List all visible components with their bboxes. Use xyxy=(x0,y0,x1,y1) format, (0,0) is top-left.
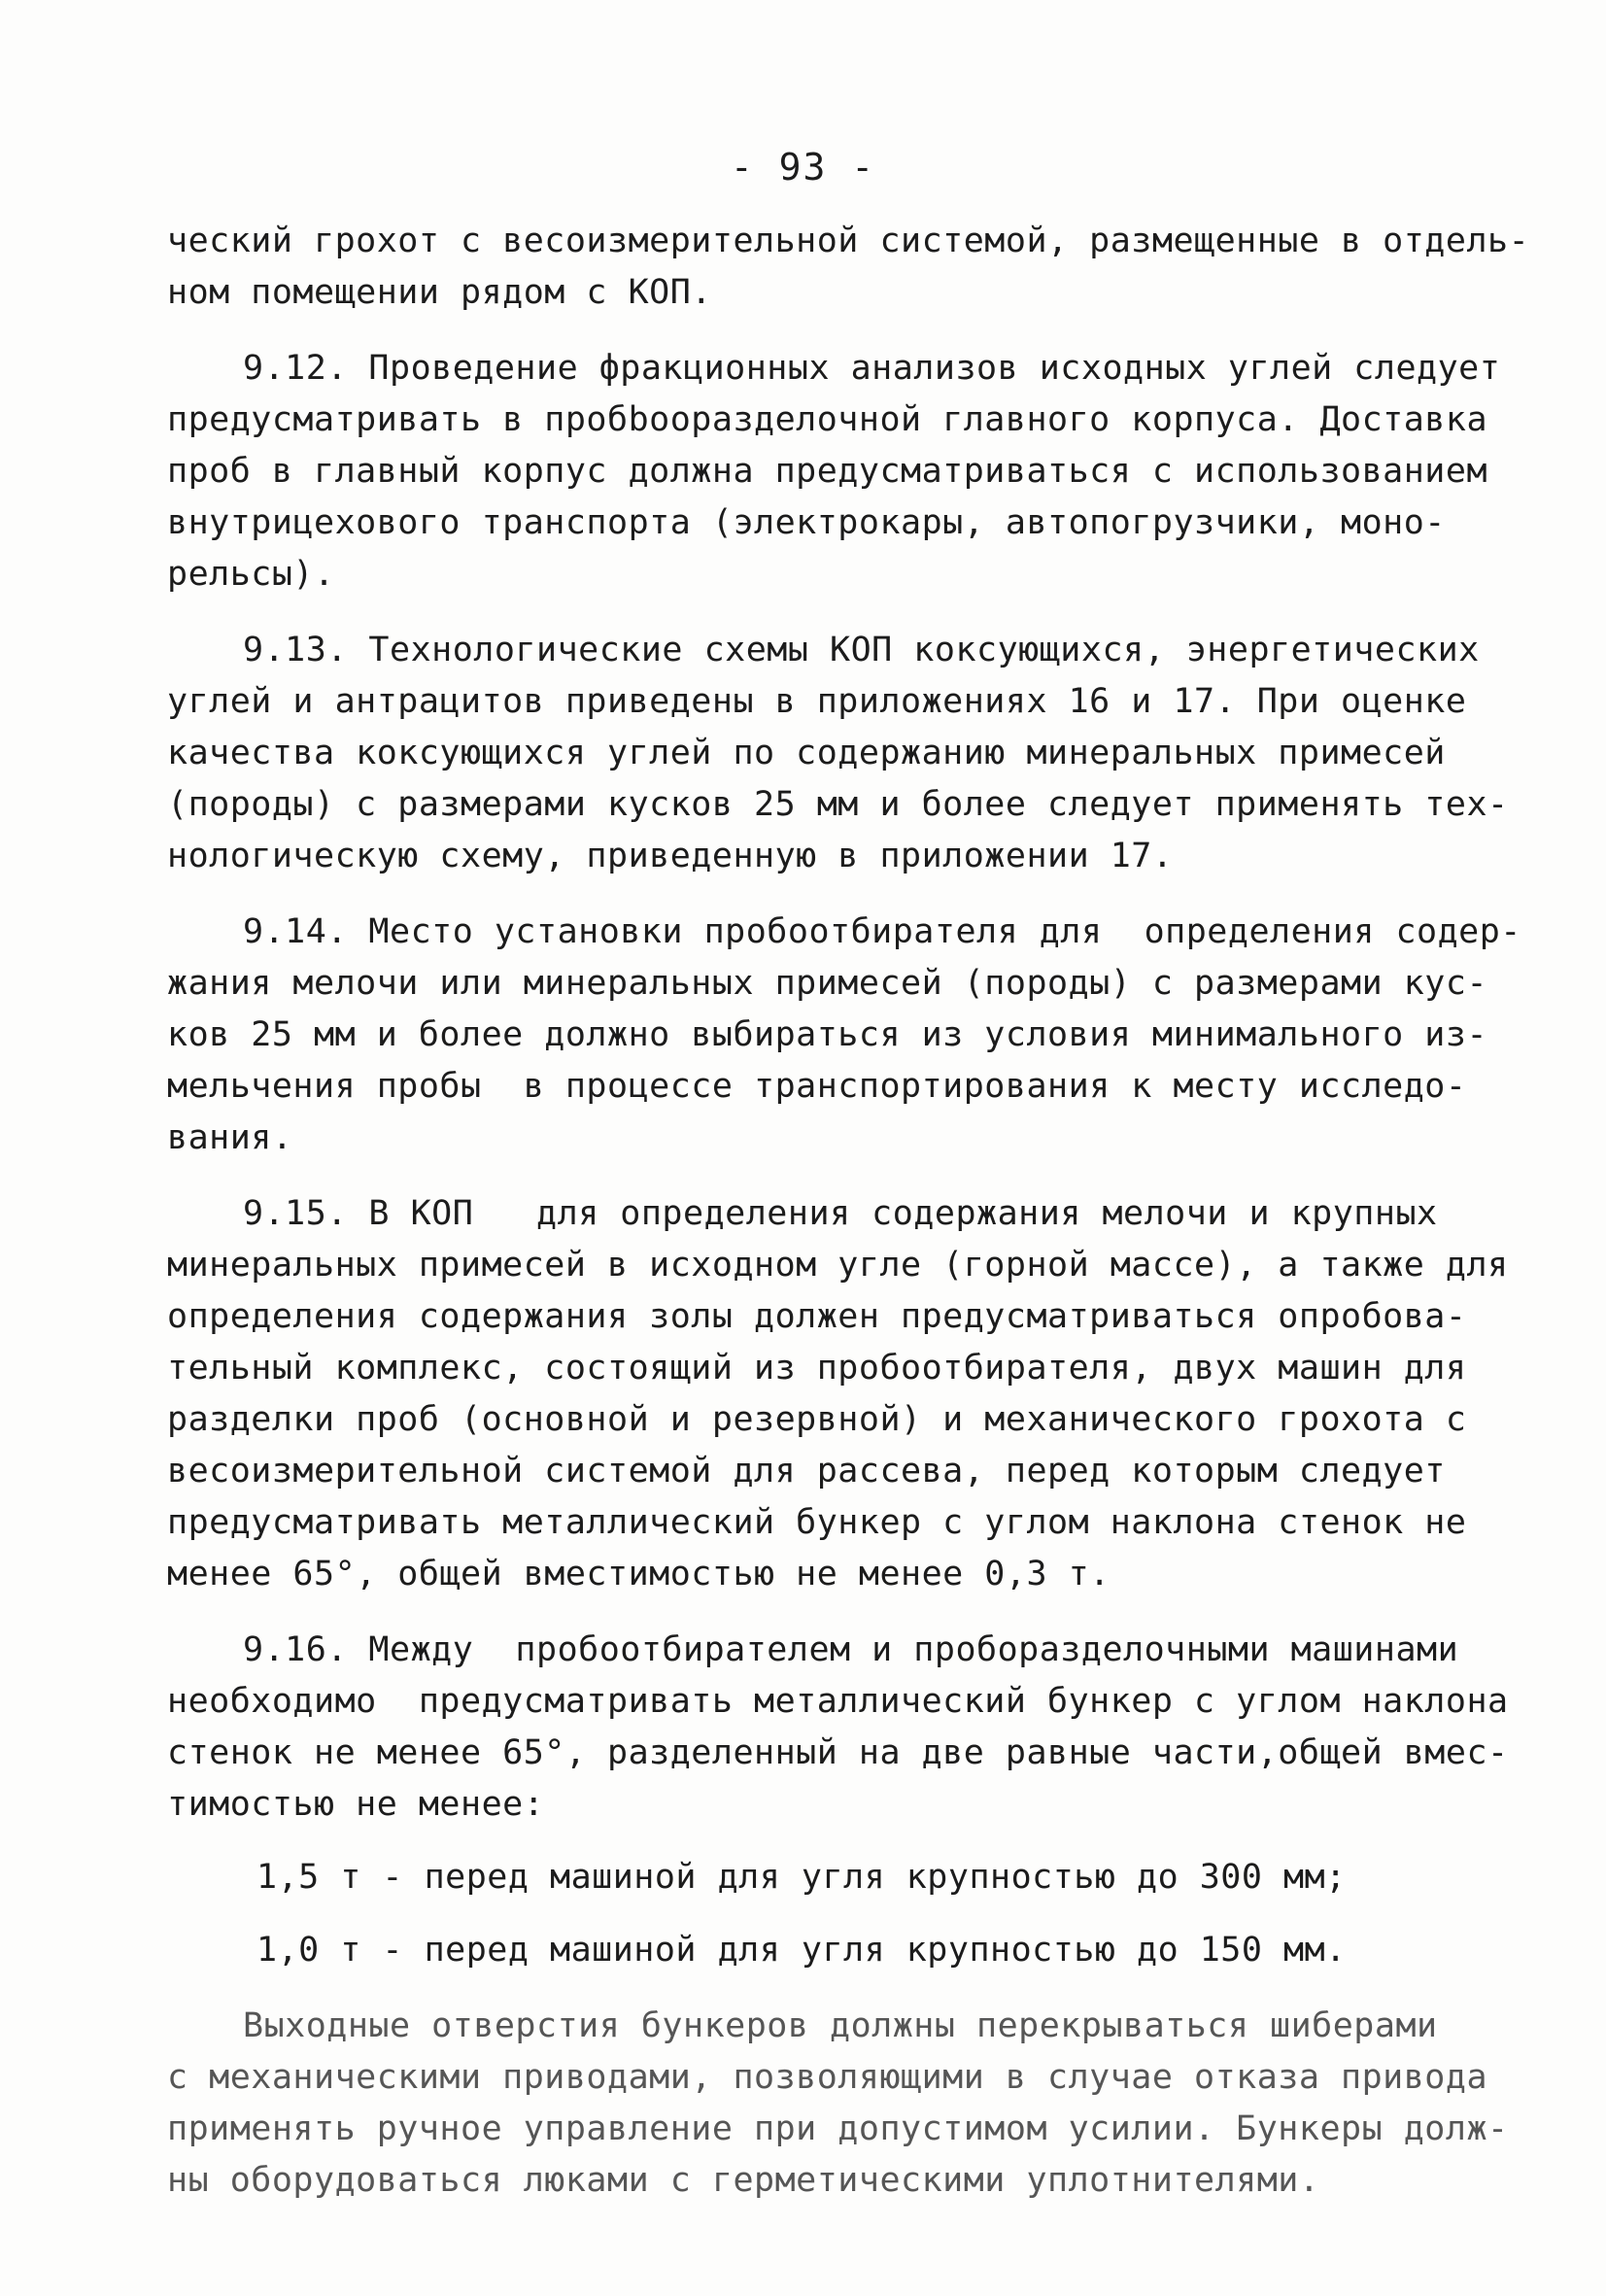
text-line: вания. xyxy=(167,1118,293,1157)
paragraph-9-16 xyxy=(167,1625,1509,1831)
text-line: стенок не менее 65°, разделенный на две равные части,общей вмес- xyxy=(167,1733,1509,1772)
text-line: ны оборудоваться люками с герметическими уплотнителями. xyxy=(167,2161,1320,2200)
paragraph-closing xyxy=(167,2001,1509,2207)
text-line: ков 25 мм и более должно выбираться из условия минимального из- xyxy=(167,1015,1488,1054)
text-line: нологическую схему, приведенную в приложении 17. xyxy=(167,837,1174,875)
list-item: 1,0 т - перед машиной для угля крупностью до 150 мм. xyxy=(256,1931,1347,1970)
text-line: качества коксующихся углей по содержанию минеральных примесей xyxy=(167,734,1446,772)
text-line: менее 65°, общей вместимостью не менее 0,3 т. xyxy=(167,1555,1111,1593)
capacity-list xyxy=(167,1852,1469,1976)
text-line: 9.14. Место установки пробоотбирателя для определения содер- xyxy=(243,912,1521,951)
text-line: ческий грохот с весоизмерительной системой, размещенные в отдель- xyxy=(167,222,1530,260)
text-line: (породы) с размерами кусков 25 мм и более следует применять тех- xyxy=(167,785,1509,824)
paragraph-9-15 xyxy=(167,1188,1509,1600)
text-line: предусматривать металлический бункер с углом наклона стенок не xyxy=(167,1503,1467,1542)
text-line: 9.13. Технологические схемы КОП коксующихся, энергетических xyxy=(243,631,1480,669)
text-line: весоизмерительной системой для рассева, перед которым следует xyxy=(167,1452,1446,1491)
text-line: внутрицехового транспорта (электрокары, автопогрузчики, моно- xyxy=(167,503,1446,542)
text-line: 9.15. В КОП для определения содержания мелочи и крупных xyxy=(243,1194,1438,1233)
text-line: минеральных примесей в исходном угле (горной массе), а также для xyxy=(167,1246,1509,1285)
text-line: применять ручное управление при допустимом усилии. Бункеры долж- xyxy=(167,2109,1509,2148)
text-line: Выходные отверстия бункеров должны перекрываться шиберами xyxy=(243,2006,1438,2045)
text-line: разделки проб (основной и резервной) и механического грохота с xyxy=(167,1400,1467,1439)
paragraph-9-14 xyxy=(167,907,1521,1164)
list-item: 1,5 т - перед машиной для угля крупностью до 300 мм; xyxy=(256,1858,1347,1897)
text-line: проб в главный корпус должна предусматриваться с использованием xyxy=(167,452,1488,491)
text-line: необходимо предусматривать металлический бункер с углом наклона xyxy=(167,1682,1509,1721)
text-line: тимостью не менее: xyxy=(167,1785,545,1824)
page-number: - 93 - xyxy=(730,146,876,188)
paragraph xyxy=(167,216,1530,319)
text-line: рельсы). xyxy=(167,555,335,594)
text-line: углей и антрацитов приведены в приложениях 16 и 17. При оценке xyxy=(167,682,1467,721)
text-line: с механическими приводами, позволяющими в случае отказа привода xyxy=(167,2058,1488,2097)
text-line: мельчения пробы в процессе транспортирования к месту исследо- xyxy=(167,1067,1467,1106)
paragraph-9-12 xyxy=(167,343,1501,600)
text-line: 9.12. Проведение фракционных анализов исходных углей следует xyxy=(243,349,1501,388)
text-line: 9.16. Между пробоотбирателем и проборазделочными машинами xyxy=(243,1630,1459,1669)
text-line: предусматривать в пробbooразделочной главного корпуса. Доставка xyxy=(167,400,1488,439)
text-line: ном помещении рядом с КОП. xyxy=(167,273,712,312)
document-body xyxy=(167,216,1530,2207)
paragraph-9-13 xyxy=(167,625,1509,882)
text-line: определения содержания золы должен предусматриваться опробова- xyxy=(167,1297,1467,1336)
text-line: тельный комплекс, состоящий из пробоотбирателя, двух машин для xyxy=(167,1349,1467,1388)
text-line: жания мелочи или минеральных примесей (породы) с размерами кус- xyxy=(167,964,1488,1003)
